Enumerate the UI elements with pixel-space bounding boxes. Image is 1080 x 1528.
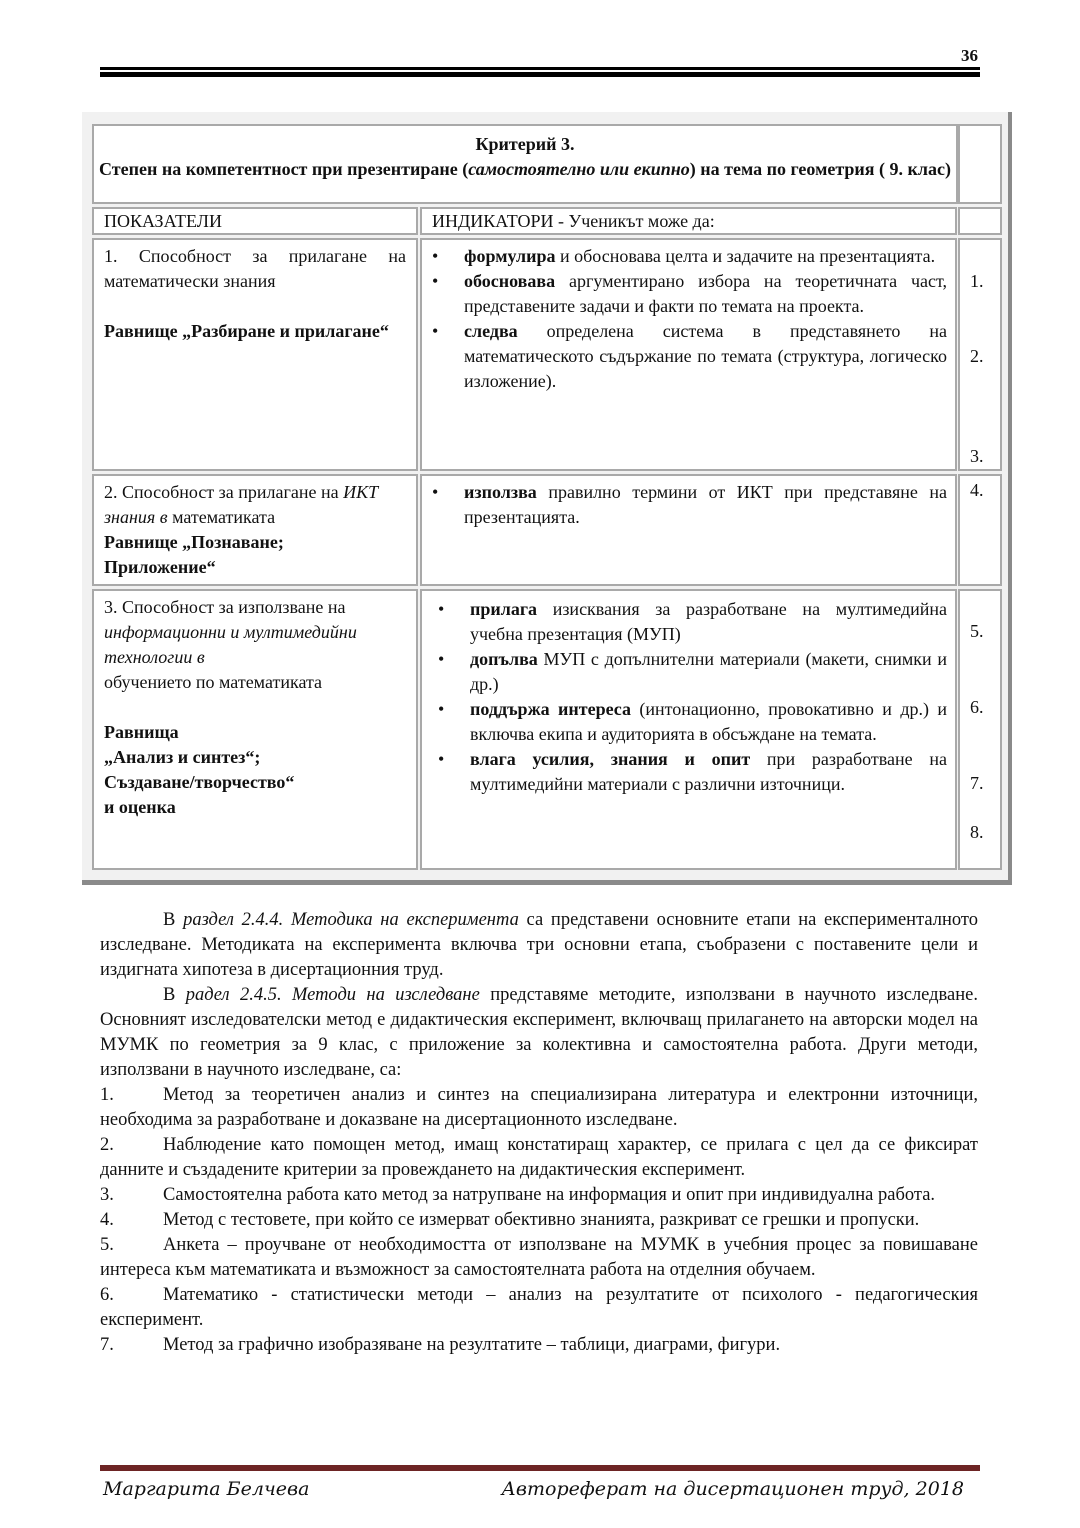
item-number: 8. [970, 822, 984, 842]
list-number: 1. [100, 1085, 114, 1105]
title-text: Степен на компетентност при презентиране ( [99, 159, 469, 179]
text: математиката [167, 507, 276, 527]
bullet-bold: използва [464, 482, 537, 502]
title-text: ) на тема по геометрия ( 9. клас) [689, 159, 951, 179]
bullet-text: (интонационно, провокативно и др.) и включва екипа и аудиторията в обсъждане на темата. [470, 699, 947, 744]
row1-descriptors [420, 238, 957, 471]
item-number: 3. [970, 446, 984, 466]
bullet-bold: следва [464, 321, 518, 341]
footer-rule [100, 1465, 980, 1471]
indicator-text [104, 480, 406, 530]
list-item [100, 1083, 978, 1133]
header-rule-thick [100, 72, 980, 77]
list-item [100, 1283, 978, 1333]
paragraph [100, 983, 978, 1083]
list-number: 3. [100, 1185, 114, 1205]
list-item [100, 1333, 978, 1358]
item-number: 6. [970, 697, 984, 717]
paragraph [100, 908, 978, 983]
col-header-indicators: ПОКАЗАТЕЛИ [92, 207, 418, 235]
bullet-bold: формулира [464, 246, 556, 266]
bullet-item [464, 269, 947, 319]
bullet-bold: влага усилия, знания и опит [470, 749, 751, 769]
bullet-item [470, 697, 947, 747]
list-number: 7. [100, 1335, 114, 1355]
bullet-text: МУП с допълнителни материали (макети, снимки и др.) [470, 649, 947, 694]
bullet-text: определена система в представянето на математическото съдържание по темата (структура, логическо изложение). [464, 321, 947, 391]
item-number: 1. [970, 271, 984, 291]
page-number: 36 [961, 46, 978, 65]
list-number: 5. [100, 1235, 114, 1255]
list-item [100, 1183, 978, 1208]
bullet-text: при разработване на мултимедийни материали с различни източници. [470, 749, 948, 794]
bullet-text: изисквания за разработване на мултимедийна учебна презентация (МУП) [470, 599, 947, 644]
row3-numbers [958, 589, 1002, 870]
bullet-item [470, 597, 947, 647]
footer-title: Автореферат на дисертационен труд, 2018 [501, 1478, 964, 1500]
row2-numbers [958, 474, 1002, 586]
table-title-line2 [94, 157, 956, 182]
level-text: Равнище „Разбиране и прилагане“ [104, 321, 389, 341]
text: В [163, 985, 186, 1005]
body-text [100, 908, 978, 1358]
list-number: 4. [100, 1210, 114, 1230]
bullet-bold: прилага [470, 599, 538, 619]
italic-text: ИКТ знания в [104, 482, 379, 527]
indicator-text: 3. Способност за използване на [104, 597, 346, 617]
bullet-item [470, 747, 947, 797]
bullet-item [464, 244, 947, 269]
text: са представени основните етапи на експерименталното изследване. Методиката на експеримента включва три основни етапа, съобразени с поставените цели и издигната хипотеза в дисертационния труд. [100, 910, 978, 980]
bullet-bold: обосновава [464, 271, 556, 291]
empty-cell [958, 207, 1002, 235]
list-text: Математико - статистически методи – анализ на резултатите от психолого - педагогическия експеримент. [100, 1285, 978, 1330]
table-title-line1: Критерий 3. [475, 134, 575, 154]
indicator-text: обучението по математиката [104, 672, 323, 692]
criteria-table [82, 112, 1012, 885]
item-number: 5. [970, 621, 984, 641]
bullet-text: аргументирано избора на теоретичната част, представените задачи и факти по темата на проекта. [464, 271, 947, 316]
bullet-bold: допълва [470, 649, 538, 669]
row3-indicator [92, 589, 418, 870]
indicator-text: 1. Способност за прилагане на математически знания [104, 246, 406, 291]
item-number: 2. [970, 346, 984, 366]
list-number: 2. [100, 1135, 114, 1155]
list-text: Самостоятелна работа като метод за натрупване на информация и опит при индивидуална работа. [163, 1185, 936, 1205]
bullet-text: и обосновава целта и задачите на презентацията. [555, 246, 936, 266]
bullet-item [464, 480, 947, 530]
text: В [163, 910, 184, 930]
list-text: Метод за теоретичен анализ и синтез на специализирана литература и електронни източници, необходима за разработване и доказване на дисертационното изследване. [100, 1085, 978, 1130]
row1-indicator [92, 238, 418, 471]
level-text: Равнище „Познаване; Приложение“ [104, 532, 284, 577]
list-item [100, 1233, 978, 1283]
indicator-italic: информационни и мултимедийни технологии в [104, 622, 357, 667]
footer-author: Маргарита Белчева [103, 1478, 310, 1500]
title-italic: самостоятелно или екипно [468, 159, 690, 179]
list-number: 6. [100, 1285, 114, 1305]
row2-indicator [92, 474, 418, 586]
bullet-item [464, 319, 947, 394]
level-text: Създаване/творчество“ [104, 772, 295, 792]
bullet-bold: поддържа интереса [470, 699, 631, 719]
empty-cell [958, 124, 1002, 204]
row2-descriptors [420, 474, 957, 586]
level-text: Равнища [104, 722, 179, 742]
list-item [100, 1208, 978, 1233]
list-item [100, 1133, 978, 1183]
item-number: 4. [970, 480, 984, 500]
section-reference: радел 2.4.5. Методи на изследване [185, 985, 480, 1005]
header-rule [100, 67, 980, 70]
text: представяме методите, използвани в научното изследване. Основният изследователски метод е дидактическия експеримент, включващ прилагането на авторски модел на МУМК по геометрия за 9 клас, с приложение за колективна и самостоятелна работа. Други методи, използвани в научното изследване, са: [100, 985, 978, 1080]
list-text: Анкета – проучване от необходимостта от използване на МУМК в учебния процес за повишаване интереса към математиката и възможност за самостоятелната работа на отделния обучаем. [100, 1235, 978, 1280]
item-number: 7. [970, 773, 984, 793]
list-text: Наблюдение като помощен метод, имащ констатиращ характер, се прилага с цел да се фиксират данните и създадените критерии за провеждането на дидактическия експеримент. [100, 1135, 978, 1180]
section-reference: раздел 2.4.4. Методика на експеримента [183, 910, 519, 930]
bullet-item [470, 647, 947, 697]
row1-numbers [958, 238, 1002, 471]
level-text: „Анализ и синтез“; [104, 747, 261, 767]
text: 2. Способност за прилагане на [104, 482, 344, 502]
col-header-descriptors: ИНДИКАТОРИ - Ученикът може да: [420, 207, 957, 235]
list-text: Метод за графично изобразяване на резултатите – таблици, диаграми, фигури. [163, 1335, 781, 1355]
bullet-text: правилно термини от ИКТ при представяне на презентацията. [464, 482, 947, 527]
level-text: и оценка [104, 797, 176, 817]
table-title [92, 124, 958, 204]
list-text: Метод с тестовете, при който се измерват обективно знанията, разкриват се грешки и пропуски. [163, 1210, 920, 1230]
row3-descriptors [420, 589, 957, 870]
